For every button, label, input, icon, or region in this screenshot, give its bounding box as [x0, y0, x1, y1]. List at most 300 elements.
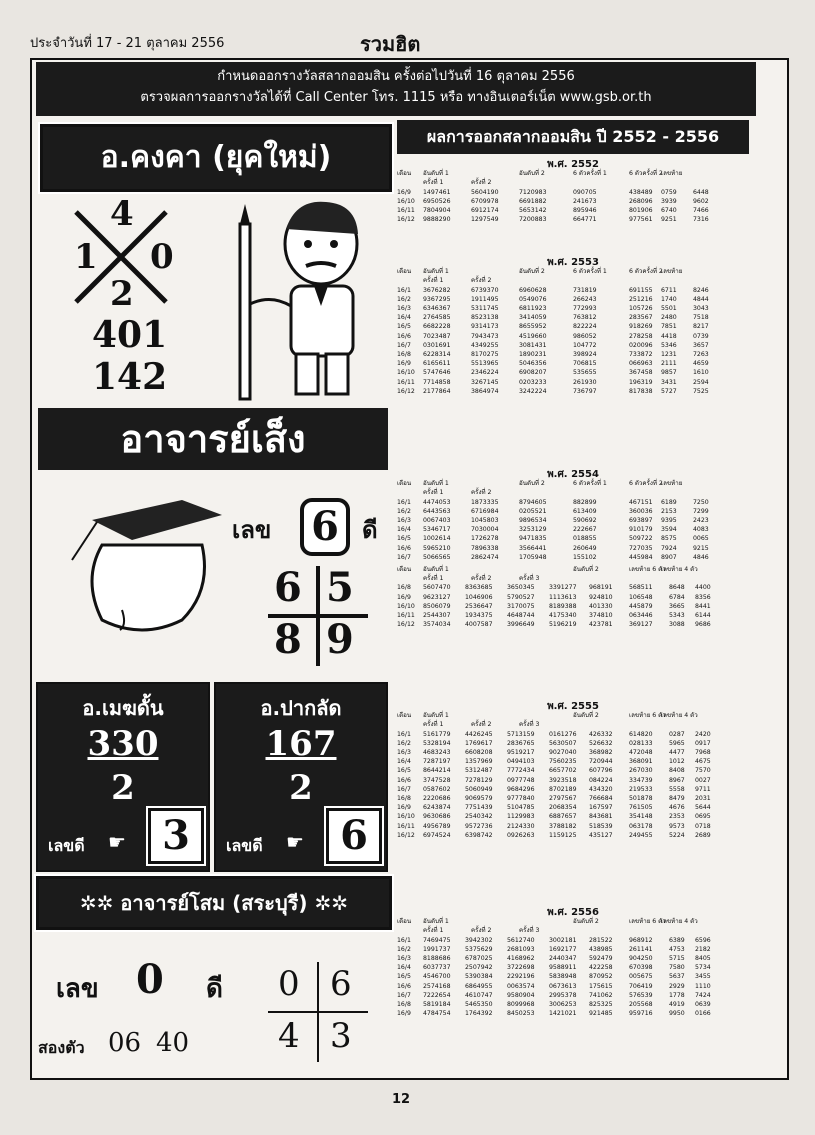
- table-cell: 283567: [629, 314, 653, 322]
- subheader-2: ครั้งที่ 2: [471, 489, 492, 497]
- table-cell: 733872: [629, 351, 653, 359]
- header-last6: เลขท้าย 6 ตัว: [629, 566, 666, 574]
- table-cell: 9573: [669, 822, 685, 830]
- subheader-1: ครั้งที่ 1: [423, 179, 444, 187]
- header-six1: 6 ตัวครั้งที่ 1: [573, 268, 607, 276]
- table-cell: 3574034: [423, 621, 451, 629]
- table-cell: 2423: [693, 517, 709, 525]
- rows-2552: [397, 188, 749, 225]
- table-cell: 6682228: [423, 323, 451, 331]
- table-cell: 445984: [629, 553, 653, 561]
- table-cell: 9314173: [471, 323, 499, 331]
- table-cell: 3657: [693, 341, 709, 349]
- table-cell: 435127: [589, 831, 613, 839]
- som-lucky-digit: 0: [136, 956, 164, 1003]
- table-cell: 278258: [629, 332, 653, 340]
- table-cell: 2544307: [423, 612, 451, 620]
- memdan-section: [36, 682, 210, 872]
- table-cell: 968912: [629, 936, 653, 944]
- table-cell: 5346: [661, 341, 677, 349]
- table-cell: 6608208: [465, 749, 493, 757]
- memdan-number-2: 2: [111, 768, 135, 808]
- table-cell: 066963: [629, 360, 653, 368]
- table-2552: [397, 160, 749, 224]
- table-cell: 614820: [629, 730, 653, 738]
- table-cell: 8648: [669, 584, 685, 592]
- page-number: 12: [392, 1092, 411, 1107]
- table-cell: 368091: [629, 758, 653, 766]
- table-cell-month: 16/9: [397, 804, 411, 812]
- table-cell: 0695: [695, 813, 711, 821]
- header-month: เดือน: [397, 170, 412, 178]
- table-cell: 6960628: [519, 286, 547, 294]
- table-cell: 4426245: [465, 730, 493, 738]
- table-cell: 5465350: [465, 1001, 493, 1009]
- table-cell: 434320: [589, 785, 613, 793]
- table-cell: 6784: [669, 593, 685, 601]
- table-cell-month: 16/6: [397, 332, 411, 340]
- table-cell: 5612740: [507, 936, 535, 944]
- table-cell: 2182: [695, 945, 711, 953]
- header-rank1: อันดับที่ 1: [423, 480, 449, 488]
- table-cell: 8655952: [519, 323, 547, 331]
- table-cell: 1113613: [549, 593, 577, 601]
- table-cell: 7714858: [423, 378, 451, 386]
- table-cell: 691155: [629, 286, 653, 294]
- table-cell: 2420: [695, 730, 711, 738]
- table-cell: 2177864: [423, 387, 451, 395]
- rows-2554: [397, 498, 749, 562]
- table-cell: 6144: [695, 612, 711, 620]
- table-cell: 5060949: [465, 785, 493, 793]
- table-cell: 1934375: [465, 612, 493, 620]
- table-row: [397, 945, 749, 954]
- table-cell: 843681: [589, 813, 613, 821]
- table-row: [397, 534, 749, 543]
- table-cell: 9519217: [507, 749, 535, 757]
- table-cell: 7804904: [423, 207, 451, 215]
- table-cell: 8907: [661, 553, 677, 561]
- header-last: เลขท้าย: [661, 170, 683, 178]
- table-cell: 7896338: [471, 544, 499, 552]
- table-cell: 1159125: [549, 831, 577, 839]
- subheader-3: ครั้งที่ 3: [519, 927, 540, 935]
- table-cell: 0065: [693, 535, 709, 543]
- table-cell: 2480: [661, 314, 677, 322]
- table-cell: 9630686: [423, 813, 451, 821]
- header-rank2: อันดับที่ 2: [519, 480, 545, 488]
- table-cell: 3414059: [519, 314, 547, 322]
- table-cell: 576539: [629, 991, 653, 999]
- results-column: [397, 120, 757, 1075]
- table-row: [397, 757, 749, 766]
- table-cell: 968191: [589, 584, 613, 592]
- table-cell: 7263: [693, 351, 709, 359]
- table-row: [397, 794, 749, 803]
- table-cell: 438985: [589, 945, 613, 953]
- table-cell: 763812: [573, 314, 597, 322]
- table-row: [397, 803, 749, 812]
- table-cell: 4175340: [549, 612, 577, 620]
- table-cell-month: 16/5: [397, 535, 411, 543]
- header-month: เดือน: [397, 268, 412, 276]
- table-cell: 0917: [695, 739, 711, 747]
- table-cell: 241673: [573, 197, 597, 205]
- table-cell: 6912174: [471, 207, 499, 215]
- table-row: [397, 1009, 749, 1018]
- som-section: [36, 876, 386, 1072]
- table-cell: 741062: [589, 991, 613, 999]
- table-cell: 6596: [695, 936, 711, 944]
- table-cell: 4956789: [423, 822, 451, 830]
- table-cell: 706419: [629, 982, 653, 990]
- table-cell: 266243: [573, 295, 597, 303]
- table-cell: 5715: [669, 955, 685, 963]
- table-cell: 7023487: [423, 332, 451, 340]
- paklad-lekdee-label: เลขดี: [226, 836, 263, 855]
- table-cell: 2292196: [507, 973, 535, 981]
- masthead: รวมฮิต: [360, 32, 421, 56]
- table-cell: 1297549: [471, 216, 499, 224]
- table-cell: 4683243: [423, 749, 451, 757]
- table-cell-month: 16/12: [397, 216, 415, 224]
- table-cell: 0549076: [519, 295, 547, 303]
- table-cell: 090705: [573, 188, 597, 196]
- table-cell: 1045803: [471, 517, 499, 525]
- seng-number-grid: [268, 566, 368, 666]
- header-rank2: อันดับที่ 2: [519, 170, 545, 178]
- table-cell: 0494103: [507, 758, 535, 766]
- table-row: [397, 936, 749, 945]
- table-cell: 1012: [669, 758, 685, 766]
- table-cell: 4546700: [423, 973, 451, 981]
- table-cell-month: 16/2: [397, 295, 411, 303]
- header-six2: 6 ตัวครั้งที่ 2: [629, 170, 663, 178]
- table-cell: 0639: [695, 1001, 711, 1009]
- rows-2553: [397, 286, 749, 396]
- subheader-2: ครั้งที่ 2: [471, 721, 492, 729]
- table-row: [397, 368, 749, 377]
- table-cell: 7570: [695, 767, 711, 775]
- table-cell: 3650345: [507, 584, 535, 592]
- som-grid-tr: 6: [330, 964, 352, 1004]
- header-six2: 6 ตัวครั้งที่ 2: [629, 268, 663, 276]
- table-cell-month: 16/6: [397, 982, 411, 990]
- cross-left: 1: [74, 237, 98, 277]
- table-cell: 4083: [693, 526, 709, 534]
- table-cell: 3431: [661, 378, 677, 386]
- table-cell: 7851: [661, 323, 677, 331]
- table-cell: 2068354: [549, 804, 577, 812]
- table-row: [397, 583, 749, 592]
- table-cell: 104772: [573, 341, 597, 349]
- table-cell-month: 16/1: [397, 730, 411, 738]
- subheader-2: ครั้งที่ 2: [471, 277, 492, 285]
- table-cell: 205568: [629, 1001, 653, 1009]
- header-month: เดือน: [397, 918, 412, 926]
- table-cell-month: 16/8: [397, 1001, 411, 1009]
- table-cell: 959716: [629, 1010, 653, 1018]
- table-row: [397, 766, 749, 775]
- table-cell: 9896534: [519, 517, 547, 525]
- table-cell: 0205521: [519, 507, 547, 515]
- table-cell: 5653142: [519, 207, 547, 215]
- table-cell: 7316: [693, 216, 709, 224]
- header-last4: เลขท้าย 4 ตัว: [661, 566, 698, 574]
- table-cell-month: 16/11: [397, 378, 415, 386]
- table-cell: 5734: [695, 964, 711, 972]
- table-subheader: [397, 488, 749, 497]
- table-cell-month: 16/3: [397, 955, 411, 963]
- table-cell-month: 16/6: [397, 776, 411, 784]
- table-cell: 7751439: [465, 804, 493, 812]
- som-pair-2: 40: [156, 1028, 190, 1058]
- kongka-section: [36, 122, 388, 404]
- table-row: [397, 197, 749, 206]
- table-cell: 9069579: [465, 795, 493, 803]
- table-cell: 5343: [669, 612, 685, 620]
- table-cell-month: 16/9: [397, 593, 411, 601]
- table-cell: 5644: [695, 804, 711, 812]
- table-cell: 6787025: [465, 955, 493, 963]
- table-header: [397, 267, 749, 276]
- header-six1: 6 ตัวครั้งที่ 1: [573, 480, 607, 488]
- table-cell: 9950: [669, 1010, 685, 1018]
- table-cell: 592479: [589, 955, 613, 963]
- table-2555: [397, 702, 749, 840]
- table-cell: 5558: [669, 785, 685, 793]
- table-cell: 6716984: [471, 507, 499, 515]
- table-cell-month: 16/8: [397, 351, 411, 359]
- table-cell: 2540342: [465, 813, 493, 821]
- table-cell: 607796: [589, 767, 613, 775]
- table-cell-month: 16/5: [397, 767, 411, 775]
- table-cell: 5501: [661, 305, 677, 313]
- table-cell: 6243874: [423, 804, 451, 812]
- som-pair-1: 06: [108, 1028, 142, 1058]
- table-subheader: [397, 720, 749, 729]
- paklad-title: อ.ปากลัด: [260, 696, 342, 720]
- table-cell: 426332: [589, 730, 613, 738]
- table-row: [397, 776, 749, 785]
- table-cell: 9251: [661, 216, 677, 224]
- table-cell: 467151: [629, 498, 653, 506]
- header-last: เลขท้าย: [661, 480, 683, 488]
- table-cell: 260649: [573, 544, 597, 552]
- table-cell-month: 16/12: [397, 831, 415, 839]
- table-cell: 063178: [629, 822, 653, 830]
- table-cell: 6189: [661, 498, 677, 506]
- kongka-number-2: 142: [92, 356, 168, 398]
- table-cell: 5819184: [423, 1001, 451, 1009]
- table-cell: 9857: [661, 369, 677, 377]
- table-row: [397, 322, 749, 331]
- table-cell: 1231: [661, 351, 677, 359]
- som-lek-label: เลข: [56, 974, 99, 1004]
- table-row: [397, 378, 749, 387]
- table-cell: 5607470: [423, 584, 451, 592]
- table-cell: 5727: [661, 387, 677, 395]
- table-cell: 4400: [695, 584, 711, 592]
- table-cell: 8408: [669, 767, 685, 775]
- table-cell: 106548: [629, 593, 653, 601]
- table-cell-month: 16/6: [397, 544, 411, 552]
- table-row: [397, 748, 749, 757]
- table-row: [397, 544, 749, 553]
- table-cell: 801906: [629, 207, 653, 215]
- table-cell: 986052: [573, 332, 597, 340]
- subheader-1: ครั้งที่ 1: [423, 721, 444, 729]
- header-rank2: อันดับที่ 2: [519, 268, 545, 276]
- table-cell-month: 16/11: [397, 612, 415, 620]
- table-cell: 7299: [693, 507, 709, 515]
- table-cell: 535655: [573, 369, 597, 377]
- table-cell: 1129983: [507, 813, 535, 821]
- table-cell: 1911495: [471, 295, 499, 303]
- table-cell: 509722: [629, 535, 653, 543]
- table-cell: 354148: [629, 813, 653, 821]
- table-cell: 9027040: [549, 749, 577, 757]
- table-cell-month: 16/12: [397, 621, 415, 629]
- table-cell: 5965: [669, 739, 685, 747]
- table-cell-month: 16/10: [397, 197, 415, 205]
- table-cell: 4648744: [507, 612, 535, 620]
- som-grid-br: 3: [330, 1016, 352, 1056]
- table-cell: 3006253: [549, 1001, 577, 1009]
- table-cell: 6691882: [519, 197, 547, 205]
- table-cell: 0926263: [507, 831, 535, 839]
- table-cell: 2594: [693, 378, 709, 386]
- table-row: [397, 295, 749, 304]
- table-cell: 8441: [695, 602, 711, 610]
- table-cell: 423781: [589, 621, 613, 629]
- table-cell: 8523138: [471, 314, 499, 322]
- table-cell: 105726: [629, 305, 653, 313]
- table-cell: 8189388: [549, 602, 577, 610]
- table-row: [397, 812, 749, 821]
- table-row: [397, 620, 749, 629]
- subheader-1: ครั้งที่ 1: [423, 489, 444, 497]
- table-cell: 1778: [669, 991, 685, 999]
- som-grid-tl: 0: [278, 964, 300, 1004]
- sparkle-icon: ✲✲: [307, 891, 349, 915]
- table-cell: 0718: [695, 822, 711, 830]
- table-cell: 281522: [589, 936, 613, 944]
- table-cell: 4007587: [465, 621, 493, 629]
- table-cell: 3864974: [471, 387, 499, 395]
- table-cell: 1705948: [519, 553, 547, 561]
- table-cell-month: 16/3: [397, 517, 411, 525]
- table-row: [397, 206, 749, 215]
- table-cell-month: 16/10: [397, 813, 415, 821]
- seng-dee-label: ดี: [362, 516, 378, 544]
- year-heading: พ.ศ. 2552: [547, 159, 599, 170]
- table-cell: 084224: [589, 776, 613, 784]
- table-cell: 3665: [669, 602, 685, 610]
- table-cell: 8356: [695, 593, 711, 601]
- table-cell: 5196219: [549, 621, 577, 629]
- table-cell: 167597: [589, 804, 613, 812]
- table-cell: 7120983: [519, 188, 547, 196]
- table-cell: 6346367: [423, 305, 451, 313]
- seng-grid-br: 9: [326, 616, 354, 663]
- header-rank1: อันดับที่ 1: [423, 268, 449, 276]
- table-cell: 4919: [669, 1001, 685, 1009]
- table-cell: 005675: [629, 973, 653, 981]
- table-cell: 501878: [629, 795, 653, 803]
- rows-2555: [397, 730, 749, 840]
- table-cell: 6165611: [423, 360, 451, 368]
- header-month: เดือน: [397, 712, 412, 720]
- table-cell: 9572736: [465, 822, 493, 830]
- table-cell: 9580904: [507, 991, 535, 999]
- memdan-number-1: 330: [87, 724, 159, 764]
- table-cell: 445879: [629, 602, 653, 610]
- table-cell-month: 16/4: [397, 314, 411, 322]
- table-cell: 6739370: [471, 286, 499, 294]
- table-cell: 5838948: [549, 973, 577, 981]
- table-cell: 5513965: [471, 360, 499, 368]
- table-cell: 7525: [693, 387, 709, 395]
- table-cell: 1769617: [465, 739, 493, 747]
- table-cell: 9686: [695, 621, 711, 629]
- table-cell: 9588911: [549, 964, 577, 972]
- table-cell: 3747528: [423, 776, 451, 784]
- header-month: เดือน: [397, 566, 412, 574]
- table-cell: 2153: [661, 507, 677, 515]
- table-header: [397, 917, 749, 926]
- table-cell: 2536647: [465, 602, 493, 610]
- table-cell: 9711: [695, 785, 711, 793]
- table-cell: 7580: [669, 964, 685, 972]
- table-row: [397, 785, 749, 794]
- table-cell: 772993: [573, 305, 597, 313]
- table-cell: 9777840: [507, 795, 535, 803]
- table-cell: 3566441: [519, 544, 547, 552]
- paklad-number-2: 2: [289, 768, 313, 808]
- table-row: [397, 313, 749, 322]
- table-cell-month: 16/7: [397, 341, 411, 349]
- table-cell: 7424: [695, 991, 711, 999]
- table-cell: 2220686: [423, 795, 451, 803]
- table-row: [397, 730, 749, 739]
- table-cell: 4675: [695, 758, 711, 766]
- table-cell: 8506079: [423, 602, 451, 610]
- table-cell: 5747646: [423, 369, 451, 377]
- year-heading: พ.ศ. 2554: [547, 469, 599, 480]
- table-cell: 7772434: [507, 767, 535, 775]
- table-cell: 368982: [589, 749, 613, 757]
- table-cell-month: 16/7: [397, 785, 411, 793]
- table-cell: 693897: [629, 517, 653, 525]
- table-cell: 3088: [669, 621, 685, 629]
- table-cell: 018855: [573, 535, 597, 543]
- table-cell: 3002181: [549, 936, 577, 944]
- pointing-hand-icon: ☛: [108, 830, 126, 854]
- paklad-section: [214, 682, 388, 872]
- table-cell: 367458: [629, 369, 653, 377]
- subheader-3: ครั้งที่ 3: [519, 575, 540, 583]
- subheader-1: ครั้งที่ 1: [423, 277, 444, 285]
- subheader-2: ครั้งที่ 2: [471, 179, 492, 187]
- cartoon-teacher-illustration: [226, 194, 376, 404]
- table-cell: 2689: [695, 831, 711, 839]
- table-cell: 6228314: [423, 351, 451, 359]
- subheader-2: ครั้งที่ 2: [471, 927, 492, 935]
- table-header: [397, 479, 749, 488]
- table-cell-month: 16/8: [397, 795, 411, 803]
- table-row: [397, 304, 749, 313]
